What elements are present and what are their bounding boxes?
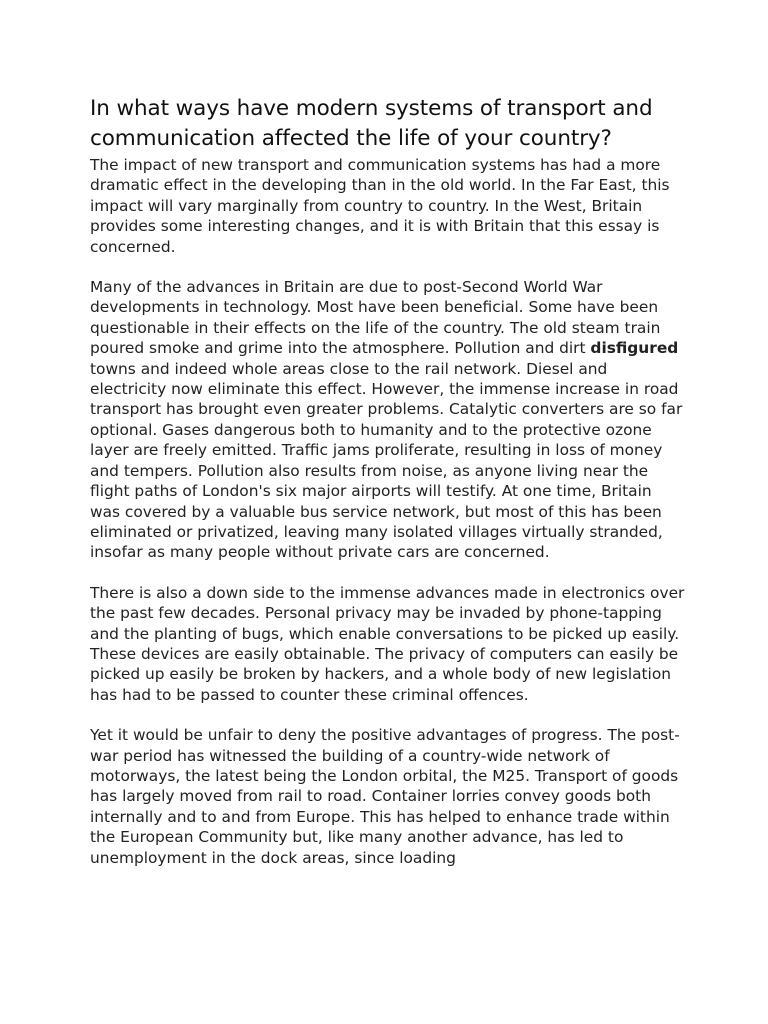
bold-word-disfigured: disfigured <box>590 339 679 358</box>
paragraph-1: The impact of new transport and communication systems has had a more dramatic effect in the developing than in the old world. In the Far East, this impact will vary marginally from country to country. In the West, Britain provides some interesting changes, and it is with Britain that this essay is concerned. <box>90 156 670 256</box>
paragraph-2-part-1: Many of the advances in Britain are due to post-Second World War developments in technology. Most have been beneficial. Some have been questionable in their effects on the life of the country. The old steam train poured smoke and grime into the atmosphere. Pollution and dirt <box>90 278 661 358</box>
paragraph-2-part-2: towns and indeed whole areas close to the rail network. Diesel and electricity now eliminate this effect. However, the immense increase in road transport has brought even greater problems. Catalytic converters are so far optional. Gases dangerous both to humanity and to the protective ozone layer are freely emitted. Traffic jams proliferate, resulting in loss of money and tempers. Pollution also results from noise, as anyone living near the flight paths of London's six major airports will testify. At one time, Britain was covered by a valuable bus service network, but most of this has been eliminated or privatized, leaving many isolated villages virtually stranded, insofar as many people without private cars are concerned. <box>90 359 683 562</box>
document-page <box>90 94 686 888</box>
paragraph-2 <box>90 277 686 563</box>
document-title: In what ways have modern systems of transport and communication affected the life of your country? <box>90 96 653 151</box>
paragraph-3: There is also a down side to the immense advances made in electronics over the past few decades. Personal privacy may be invaded by phone-tapping and the planting of bugs, which enable conversations to be picked up easily. These devices are easily obtainable. The privacy of computers can easily be picked up easily be broken by hackers, and a whole body of new legislation has had to be passed to counter these criminal offences. <box>90 583 685 704</box>
paragraph-4: Yet it would be unfair to deny the positive advantages of progress. The post-war period has witnessed the building of a country-wide network of motorways, the latest being the London orbital, the M25. Transport of goods has largely moved from rail to road. Container lorries convey goods both internally and to and from Europe. This has helped to enhance trade within the European Community but, like many another advance, has led to unemployment in the dock areas, since loading <box>90 726 680 867</box>
